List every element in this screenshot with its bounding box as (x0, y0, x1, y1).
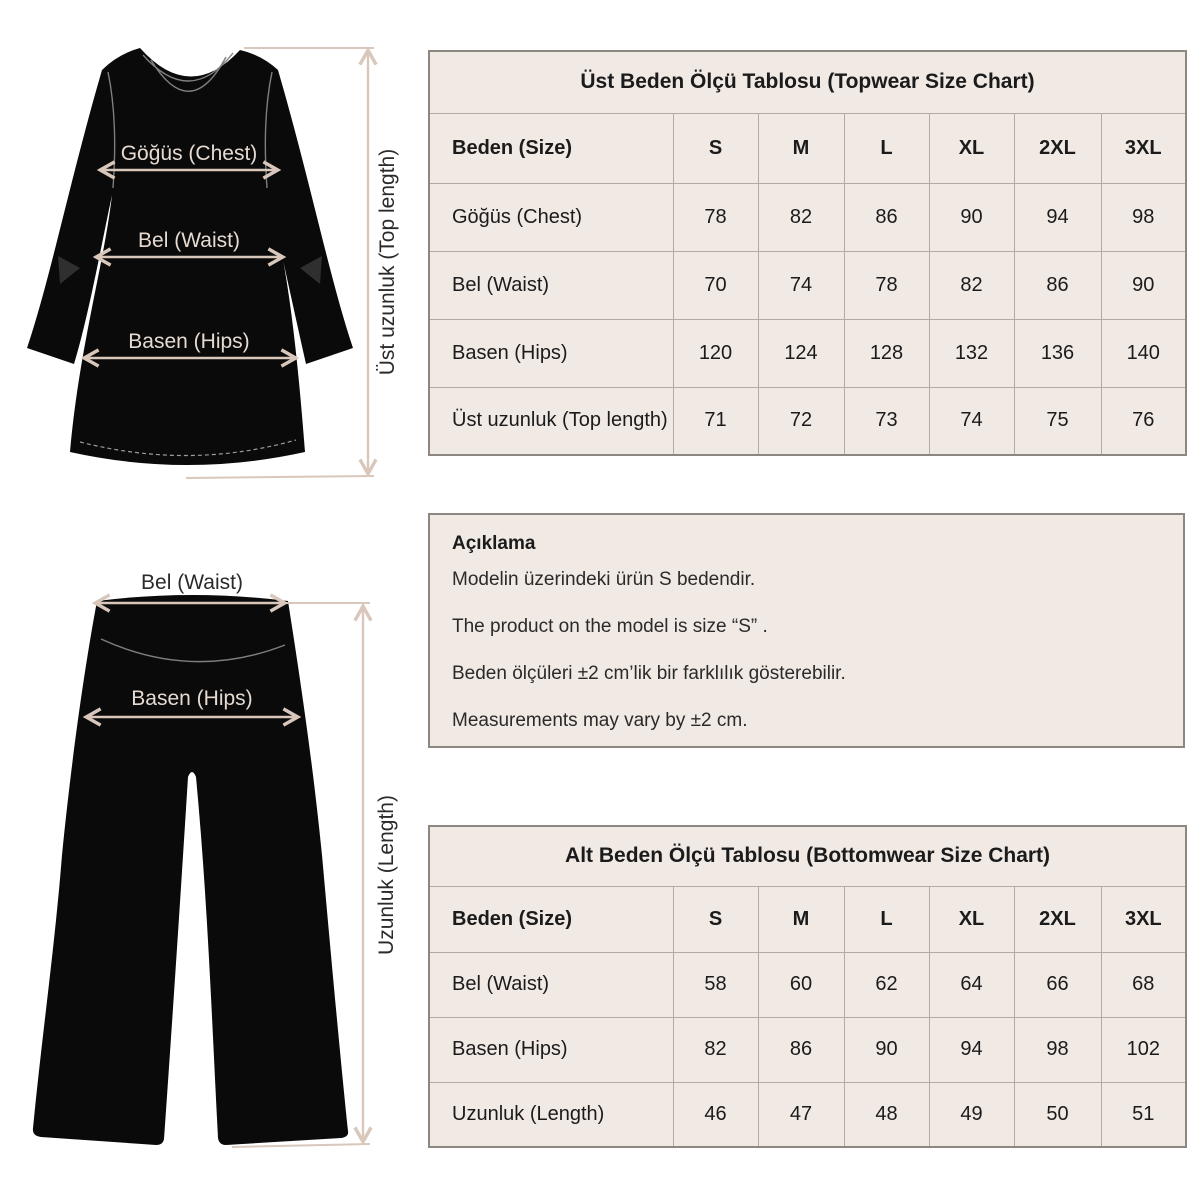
size-value-cell: 78 (673, 183, 758, 251)
size-value-cell: 94 (929, 1017, 1014, 1082)
size-header-l: L (844, 113, 929, 183)
topwear-diagram (0, 30, 420, 505)
measurement-label-cell: Bel (Waist) (429, 251, 673, 319)
top-length-connector-bottom (186, 476, 374, 478)
size-value-cell: 98 (1101, 183, 1186, 251)
note-line: Modelin üzerindeki ürün S bedendir. (452, 569, 756, 590)
measurement-label-cell: Basen (Hips) (429, 1017, 673, 1082)
table-header-row (429, 113, 1186, 183)
size-header-m: M (758, 113, 844, 183)
size-value-cell: 74 (758, 251, 844, 319)
table-row (429, 183, 1186, 251)
table-row (429, 952, 1186, 1017)
size-value-cell: 74 (929, 387, 1014, 455)
size-value-cell: 98 (1014, 1017, 1101, 1082)
note-line: Measurements may vary by ±2 cm. (452, 710, 748, 731)
size-value-cell: 128 (844, 319, 929, 387)
table-row (429, 387, 1186, 455)
size-value-cell: 90 (929, 183, 1014, 251)
size-value-cell: 50 (1014, 1082, 1101, 1147)
size-value-cell: 82 (758, 183, 844, 251)
size-value-cell: 48 (844, 1082, 929, 1147)
size-value-cell: 72 (758, 387, 844, 455)
size-header-xl: XL (929, 886, 1014, 952)
size-value-cell: 64 (929, 952, 1014, 1017)
measurement-label-cell: Bel (Waist) (429, 952, 673, 1017)
size-header-2xl: 2XL (1014, 113, 1101, 183)
size-value-cell: 94 (1014, 183, 1101, 251)
measurement-label-cell: Göğüs (Chest) (429, 183, 673, 251)
notes-title: Açıklama (452, 533, 536, 554)
size-value-cell: 78 (844, 251, 929, 319)
size-value-cell: 132 (929, 319, 1014, 387)
size-value-cell: 68 (1101, 952, 1186, 1017)
chest-label: Göğüs (Chest) (120, 142, 258, 165)
size-header-s: S (673, 113, 758, 183)
tunic-illustration (0, 30, 420, 505)
table-title: Üst Beden Ölçü Tablosu (Topwear Size Chart) (429, 51, 1186, 113)
size-header-xl: XL (929, 113, 1014, 183)
measurement-label-cell: Basen (Hips) (429, 319, 673, 387)
table-row (429, 319, 1186, 387)
size-value-cell: 90 (844, 1017, 929, 1082)
table-row (429, 251, 1186, 319)
size-value-cell: 46 (673, 1082, 758, 1147)
size-value-cell: 71 (673, 387, 758, 455)
size-value-cell: 82 (929, 251, 1014, 319)
table-header-row (429, 886, 1186, 952)
table-title-row (429, 51, 1186, 113)
table-row (429, 1082, 1186, 1147)
table-row (429, 1017, 1186, 1082)
size-column-header: Beden (Size) (429, 886, 673, 952)
waist-label: Bel (Waist) (138, 229, 240, 252)
measurement-label-cell: Üst uzunluk (Top length) (429, 387, 673, 455)
length-label: Uzunluk (Length) (375, 795, 398, 955)
size-value-cell: 90 (1101, 251, 1186, 319)
note-line: Beden ölçüleri ±2 cm’lik bir farklılık gösterebilir. (452, 663, 846, 684)
size-header-2xl: 2XL (1014, 886, 1101, 952)
size-header-l: L (844, 886, 929, 952)
size-value-cell: 140 (1101, 319, 1186, 387)
bottomwear-diagram (0, 555, 420, 1200)
size-value-cell: 66 (1014, 952, 1101, 1017)
size-value-cell: 86 (1014, 251, 1101, 319)
size-value-cell: 86 (758, 1017, 844, 1082)
size-header-3xl: 3XL (1101, 886, 1186, 952)
top-length-label: Üst uzunluk (Top length) (376, 148, 399, 376)
size-value-cell: 102 (1101, 1017, 1186, 1082)
size-header-m: M (758, 886, 844, 952)
size-header-s: S (673, 886, 758, 952)
size-value-cell: 76 (1101, 387, 1186, 455)
note-line: The product on the model is size “S” . (452, 616, 768, 637)
measurement-label-cell: Uzunluk (Length) (429, 1082, 673, 1147)
size-value-cell: 60 (758, 952, 844, 1017)
hips-label: Basen (Hips) (128, 330, 250, 353)
size-value-cell: 62 (844, 952, 929, 1017)
pants-shape (33, 595, 348, 1145)
size-value-cell: 73 (844, 387, 929, 455)
table-title-row (429, 826, 1186, 886)
size-header-3xl: 3XL (1101, 113, 1186, 183)
size-value-cell: 58 (673, 952, 758, 1017)
size-value-cell: 51 (1101, 1082, 1186, 1147)
pants-illustration (0, 555, 420, 1200)
waist-label: Bel (Waist) (141, 571, 243, 594)
size-value-cell: 82 (673, 1017, 758, 1082)
size-value-cell: 49 (929, 1082, 1014, 1147)
table-title: Alt Beden Ölçü Tablosu (Bottomwear Size Chart) (429, 826, 1186, 886)
notes-panel (428, 513, 1185, 748)
bottomwear-size-table (428, 825, 1187, 1148)
size-value-cell: 75 (1014, 387, 1101, 455)
size-value-cell: 124 (758, 319, 844, 387)
length-connector-bottom (232, 1144, 370, 1147)
size-value-cell: 47 (758, 1082, 844, 1147)
hips-label: Basen (Hips) (131, 687, 253, 710)
size-value-cell: 86 (844, 183, 929, 251)
size-value-cell: 120 (673, 319, 758, 387)
topwear-size-table (428, 50, 1187, 456)
size-column-header: Beden (Size) (429, 113, 673, 183)
size-value-cell: 70 (673, 251, 758, 319)
size-value-cell: 136 (1014, 319, 1101, 387)
